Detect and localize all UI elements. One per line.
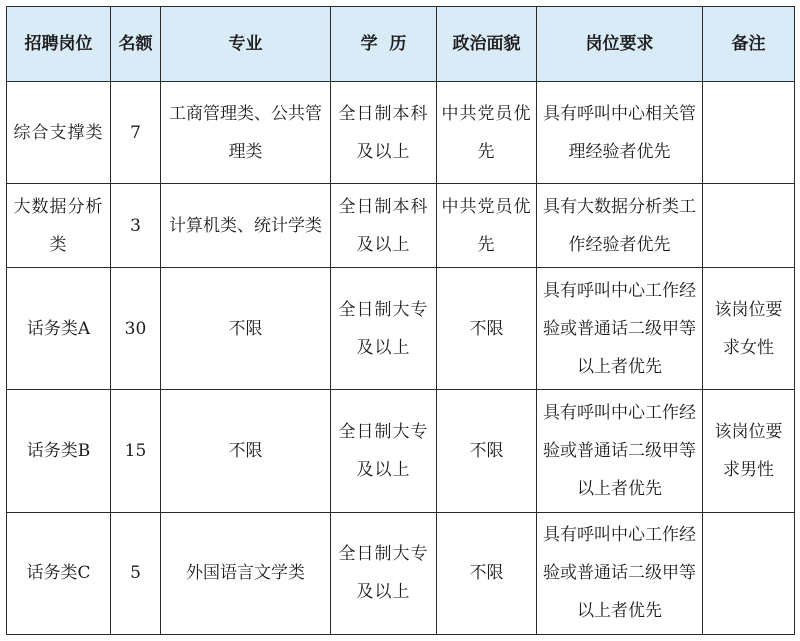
cell-position: 大数据分析类 [7,184,111,268]
cell-position: 综合支撑类 [7,82,111,184]
recruitment-table [6,6,795,635]
cell-requirement: 具有呼叫中心相关管理经验者优先 [537,82,703,184]
header-quota: 名额 [111,7,161,82]
header-row [7,7,795,82]
cell-education: 全日制本科及以上 [331,82,437,184]
header-remark: 备注 [703,7,795,82]
header-education: 学 历 [331,7,437,82]
cell-remark [703,512,795,634]
cell-quota: 3 [111,184,161,268]
header-politics: 政治面貌 [437,7,537,82]
table-row [7,390,795,512]
cell-requirement: 具有呼叫中心工作经验或普通话二级甲等以上者优先 [537,390,703,512]
header-requirement: 岗位要求 [537,7,703,82]
cell-politics: 中共党员优先 [437,82,537,184]
cell-education: 全日制大专及以上 [331,268,437,390]
cell-requirement: 具有大数据分析类工作经验者优先 [537,184,703,268]
cell-position: 话务类A [7,268,111,390]
cell-major: 计算机类、统计学类 [161,184,331,268]
cell-politics: 不限 [437,512,537,634]
cell-requirement: 具有呼叫中心工作经验或普通话二级甲等以上者优先 [537,512,703,634]
cell-major: 不限 [161,390,331,512]
cell-position: 话务类B [7,390,111,512]
cell-major: 外国语言文学类 [161,512,331,634]
cell-remark [703,82,795,184]
cell-quota: 30 [111,268,161,390]
cell-politics: 中共党员优先 [437,184,537,268]
cell-education: 全日制本科及以上 [331,184,437,268]
cell-major: 不限 [161,268,331,390]
cell-quota: 5 [111,512,161,634]
cell-quota: 7 [111,82,161,184]
cell-education: 全日制大专及以上 [331,512,437,634]
table-row [7,82,795,184]
cell-major: 工商管理类、公共管理类 [161,82,331,184]
table-row [7,184,795,268]
cell-politics: 不限 [437,268,537,390]
cell-education: 全日制大专及以上 [331,390,437,512]
cell-quota: 15 [111,390,161,512]
cell-remark [703,184,795,268]
header-position: 招聘岗位 [7,7,111,82]
header-major: 专业 [161,7,331,82]
cell-politics: 不限 [437,390,537,512]
cell-remark: 该岗位要求男性 [703,390,795,512]
cell-position: 话务类C [7,512,111,634]
table-row [7,268,795,390]
table-row [7,512,795,634]
cell-requirement: 具有呼叫中心工作经验或普通话二级甲等以上者优先 [537,268,703,390]
cell-remark: 该岗位要求女性 [703,268,795,390]
